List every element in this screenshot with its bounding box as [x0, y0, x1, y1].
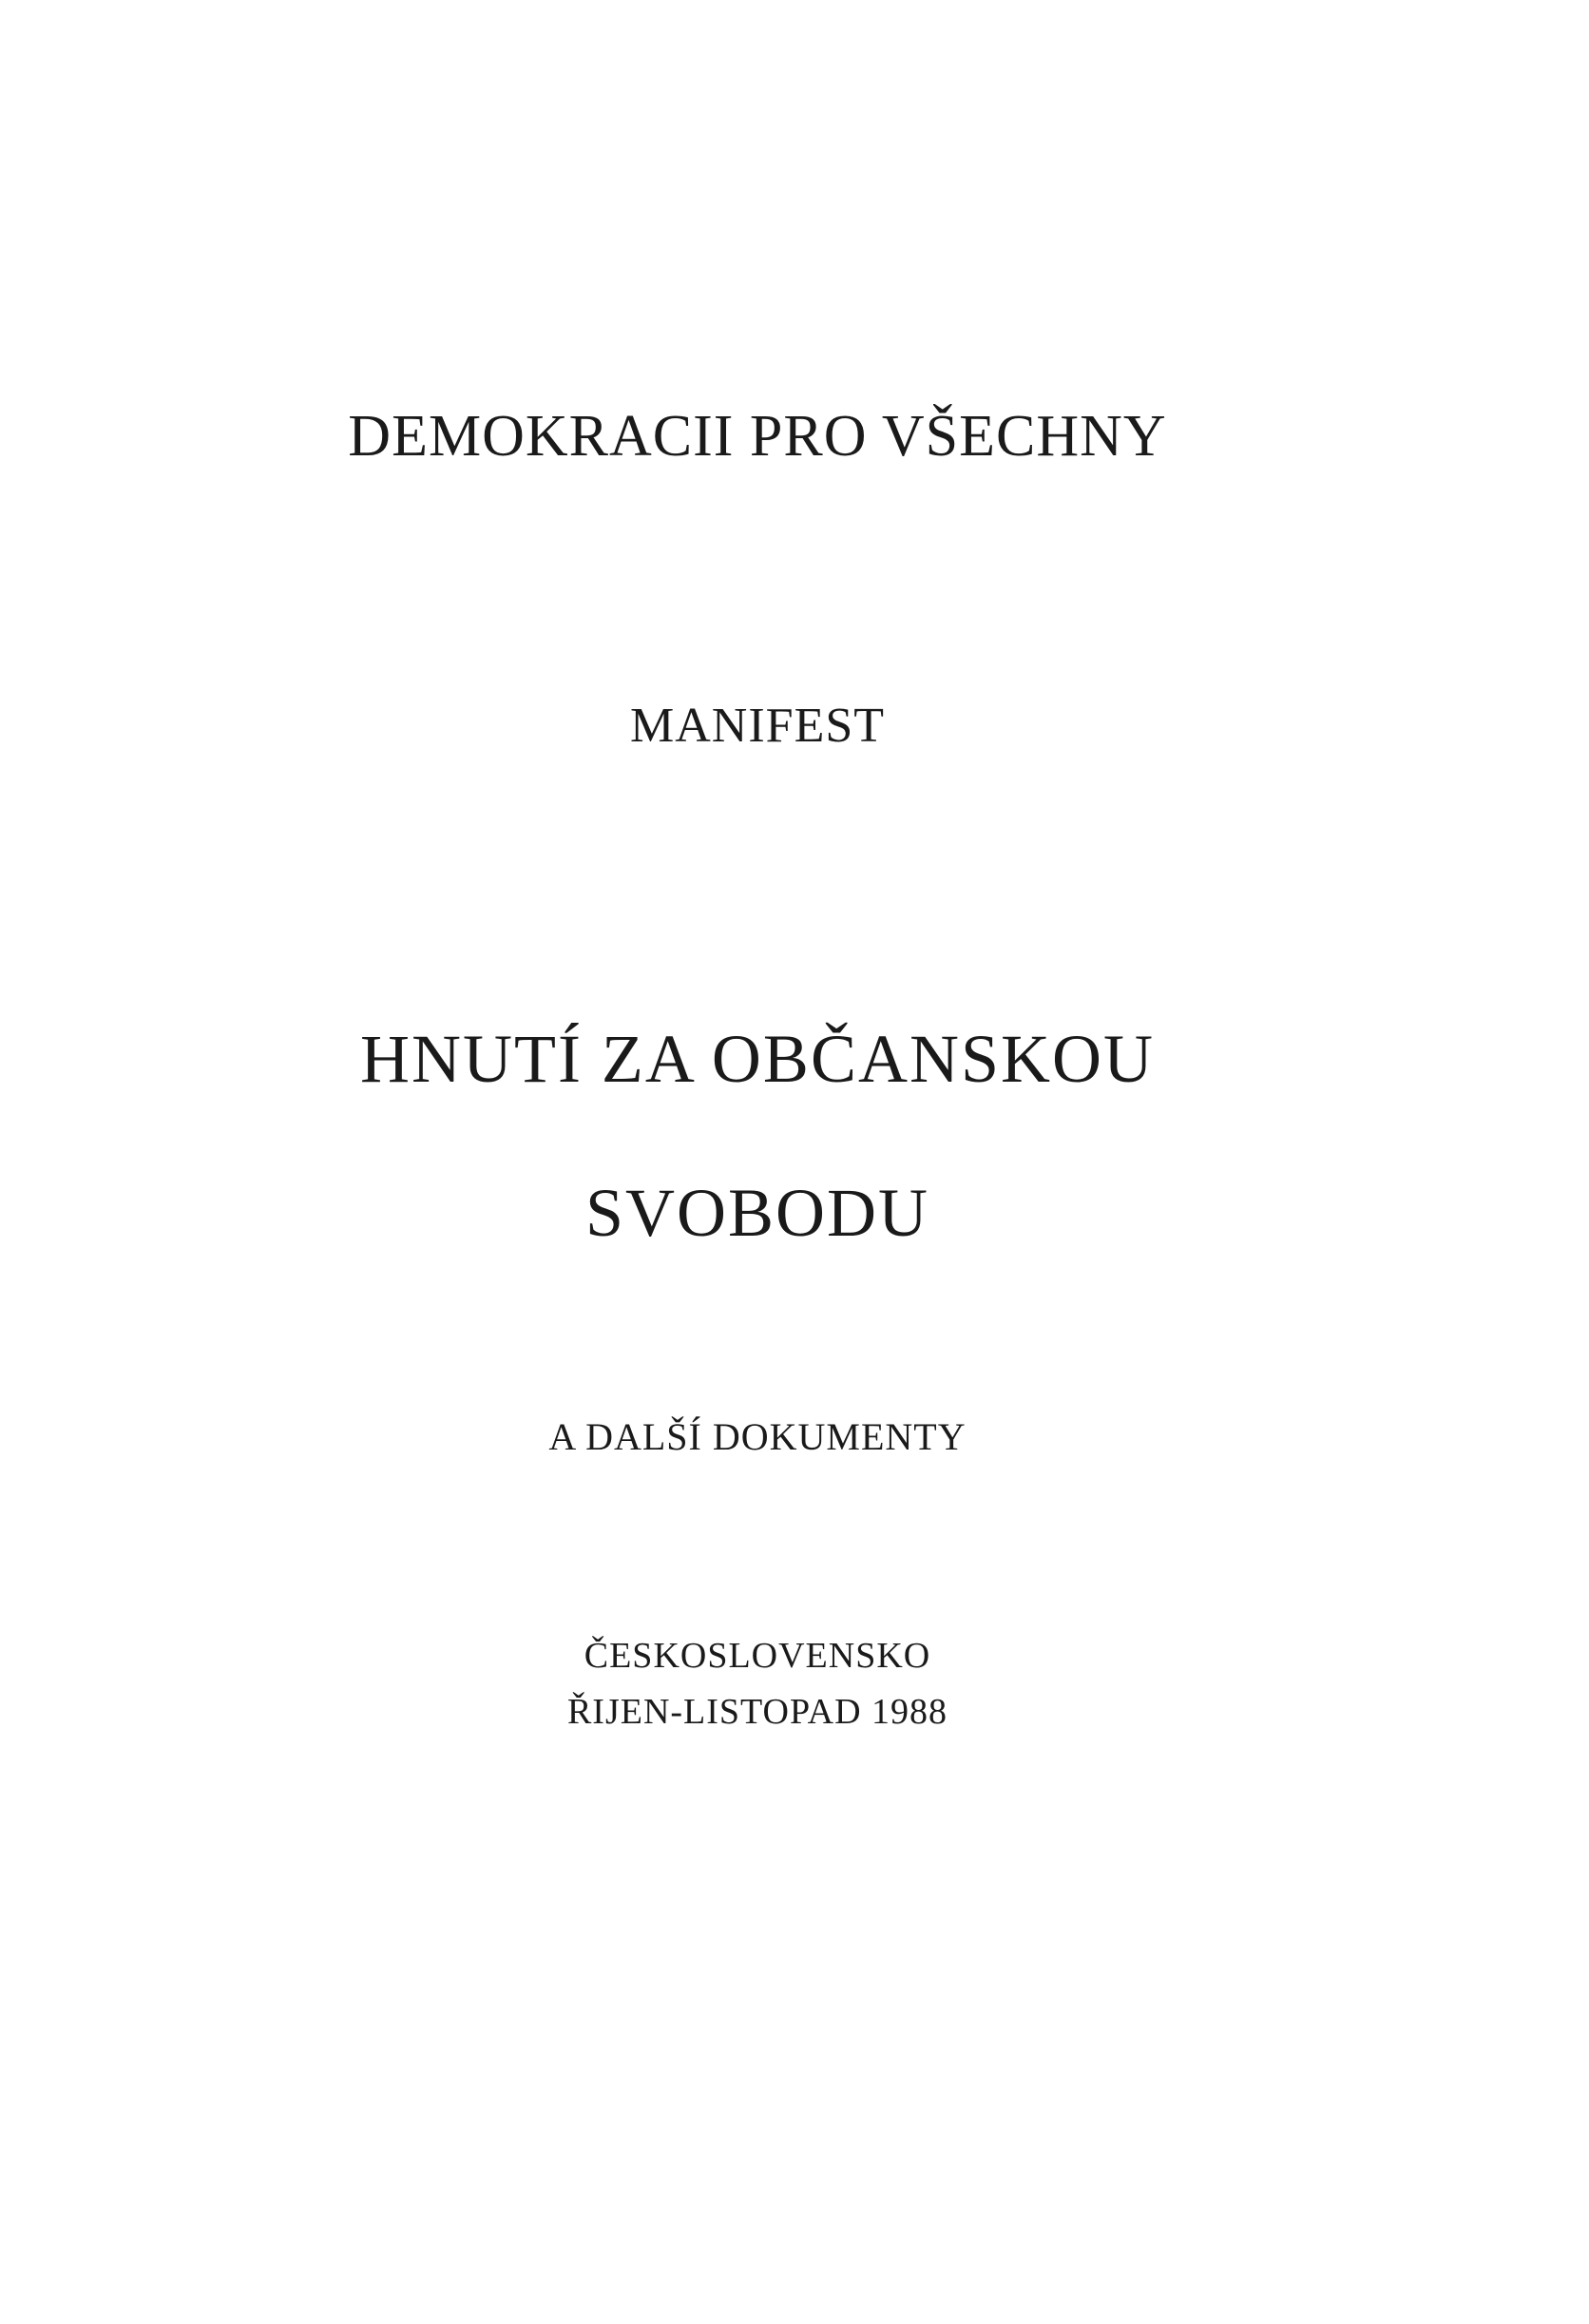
page-title-line-1: HNUTÍ ZA OBČANSKOU	[359, 1021, 1155, 1097]
publication-place: ČESKOSLOVENSKO	[584, 1636, 931, 1676]
page-title-line-2: SVOBODU	[584, 1175, 930, 1251]
document-type: MANIFEST	[629, 699, 886, 753]
publication-date: ŘIJEN-LISTOPAD 1988	[566, 1692, 948, 1732]
page-subtitle: A DALŠÍ DOKUMENTY	[548, 1415, 967, 1458]
page-heading: DEMOKRACII PRO VŠECHNY	[348, 404, 1167, 469]
